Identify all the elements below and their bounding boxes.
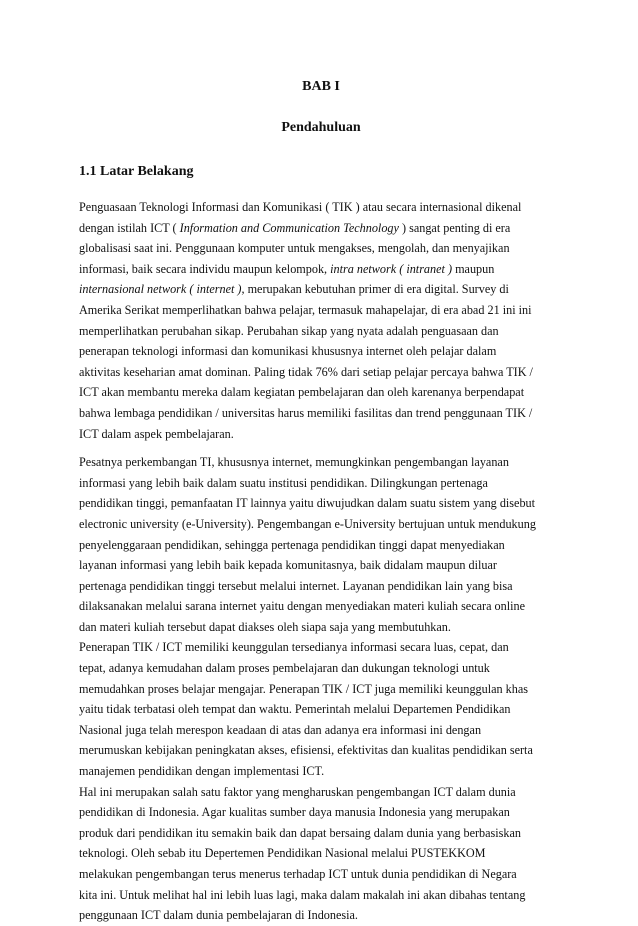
text-line	[79, 555, 564, 576]
text-segment: informasi yang lebih baik dalam suatu institusi pendidikan. Dilingkungan pertenaga	[79, 475, 488, 490]
text-segment: teknologi. Oleh sebab itu Depertemen Pendidikan Nasional melalui PUSTEKKOM	[79, 846, 486, 861]
text-line	[79, 473, 564, 494]
text-line	[79, 843, 564, 864]
text-line	[79, 403, 564, 424]
text-line	[79, 218, 564, 239]
text-line	[79, 362, 564, 383]
text-line	[79, 864, 564, 885]
text-segment: Penguasaan Teknologi Informasi dan Komunikasi ( TIK ) atau secara internasional dikenal	[79, 200, 522, 214]
text-line	[79, 782, 564, 803]
body-text	[79, 197, 564, 926]
text-segment: melakukan pengembangan terus menerus terhadap ICT untuk dunia pendidikan di Negara	[79, 867, 517, 881]
section-heading: 1.1 Latar Belakang	[79, 164, 194, 179]
text-segment: dilaksanakan melalui sarana internet yaitu dengan menyediakan materi kuliah secara online	[79, 599, 526, 614]
text-segment: penggunaan ICT dalam dunia pembelajaran di Indonesia.	[79, 908, 358, 923]
text-segment: informasi, baik secara individu maupun kelompok,	[79, 261, 331, 276]
text-line	[79, 197, 564, 218]
text-line	[79, 617, 564, 638]
text-line	[79, 279, 564, 300]
text-segment: ICT dalam aspek pembelajaran.	[79, 426, 234, 441]
text-segment: bahwa lembaga pendidikan / universitas harus memiliki fasilitas dan trend penggunaan TIK /	[79, 405, 533, 420]
text-segment: pendidikan tinggi, pemanfaatan IT lainnya yaitu diwujudkan dalam suatu sistem yang disebut	[79, 496, 536, 511]
text-segment: Pesatnya perkembangan TI, khususnya internet, memungkinkan pengembangan layanan	[79, 455, 509, 470]
text-segment: merupakan kebutuhan primer di era digital. Survey di	[244, 282, 509, 297]
text-line	[79, 576, 564, 597]
text-line	[79, 493, 564, 514]
text-line	[79, 300, 564, 321]
text-line	[79, 637, 564, 658]
text-segment: pendidikan di Indonesia. Agar kualitas sumber daya manusia Indonesia yang merupakan	[79, 805, 510, 820]
text-line	[79, 341, 564, 362]
text-line	[79, 321, 564, 342]
text-segment: Nasional juga telah merespon keadaan di atas dan adanya era informasi ini dengan	[79, 722, 482, 737]
text-segment: memperlihatkan perubahan sikap. Perubahan sikap yang nyata adalah penguasaan dan	[79, 323, 499, 338]
text-segment: dengan istilah ICT (	[79, 220, 180, 235]
text-line	[79, 802, 564, 823]
text-segment: tepat, adanya kemudahan dalam proses pembelajaran dan dukungan teknologi untuk	[79, 661, 490, 676]
text-segment: ICT akan membantu mereka dalam kegiatan pembelajaran dan oleh karenanya berpendapat	[79, 385, 525, 400]
text-segment: Penerapan TIK / ICT memiliki keunggulan tersedianya informasi secara luas, cepat, dan	[79, 640, 509, 655]
text-line	[79, 699, 564, 720]
text-segment: manajemen pendidikan dengan implementasi ICT.	[79, 764, 325, 779]
text-line	[79, 740, 564, 761]
text-segment: kita ini. Untuk melihat hal ini lebih luas lagi, maka dalam makalah ini akan dibahas tentang	[79, 887, 526, 902]
text-segment: ) sangat penting di era	[398, 220, 511, 235]
text-segment: penyelenggaraan pendidikan, sehingga pertenaga pendidikan tinggi dapat menyediakan	[79, 537, 505, 552]
text-line	[79, 424, 564, 445]
text-segment: Amerika Serikat memperlihatkan bahwa pelajar, termasuk mahapelajar, di era abad 21 ini ini	[79, 302, 532, 317]
text-line	[79, 382, 564, 403]
text-line	[79, 259, 564, 280]
text-segment: electronic university (e-University). Pengembangan e-University bertujuan untuk mendukung	[79, 516, 536, 531]
text-segment: produk dari pendidikan itu semakin baik dan dapat bersaing dalam dunia yang berbasiskan	[79, 825, 522, 840]
text-line	[79, 885, 564, 906]
text-segment: penerapan teknologi informasi dan komunikasi khususnya internet oleh pelajar dalam	[79, 344, 497, 359]
chapter-title: Pendahuluan	[281, 120, 361, 135]
text-line	[79, 596, 564, 617]
text-line	[79, 535, 564, 556]
text-line	[79, 514, 564, 535]
text-segment: pertenaga pendidikan tinggi tersebut melalui internet. Layanan pendidikan lain yang bisa	[79, 578, 513, 593]
text-segment: memudahkan proses belajar mengajar. Penerapan TIK / ICT juga memiliki keunggulan khas	[79, 681, 529, 696]
text-segment: globalisasi saat ini. Penggunaan komputer untuk mengakses, mengolah, dan menyajikan	[79, 241, 510, 256]
chapter-heading: BAB I	[302, 79, 340, 94]
text-segment: dan materi kuliah tersebut dapat diakses oleh siapa saja yang membutuhkan.	[79, 619, 451, 634]
text-segment: yaitu tidak terbatasi oleh tempat dan waktu. Pemerintah melalui Departemen Pendidikan	[79, 702, 511, 717]
italic-term: Information and Communication Technology	[179, 220, 399, 235]
text-segment: aktivitas keseharian amat dominan. Paling tidak 76% dari setiap pelajar percaya bahwa TIK /	[79, 364, 533, 379]
paragraph	[79, 452, 564, 926]
italic-term: intra network ( intranet )	[330, 261, 453, 276]
italic-term: internasional network ( internet ),	[79, 282, 245, 297]
text-line	[79, 720, 564, 741]
text-line	[79, 658, 564, 679]
paragraph	[79, 197, 564, 444]
text-line	[79, 679, 564, 700]
text-line	[79, 905, 564, 926]
text-line	[79, 761, 564, 782]
text-line	[79, 238, 564, 259]
text-segment: Hal ini merupakan salah satu faktor yang mengharuskan pengembangan ICT dalam dunia	[79, 784, 516, 799]
text-segment: maupun	[452, 261, 495, 276]
text-line	[79, 452, 564, 473]
text-segment: merumuskan kebijakan peningkatan akses, efisiensi, efektivitas dan kualitas pendidikan serta	[79, 743, 533, 758]
text-line	[79, 823, 564, 844]
text-segment: layanan informasi yang lebih baik kepada komunitasnya, baik didalam maupun diluar	[79, 558, 497, 573]
